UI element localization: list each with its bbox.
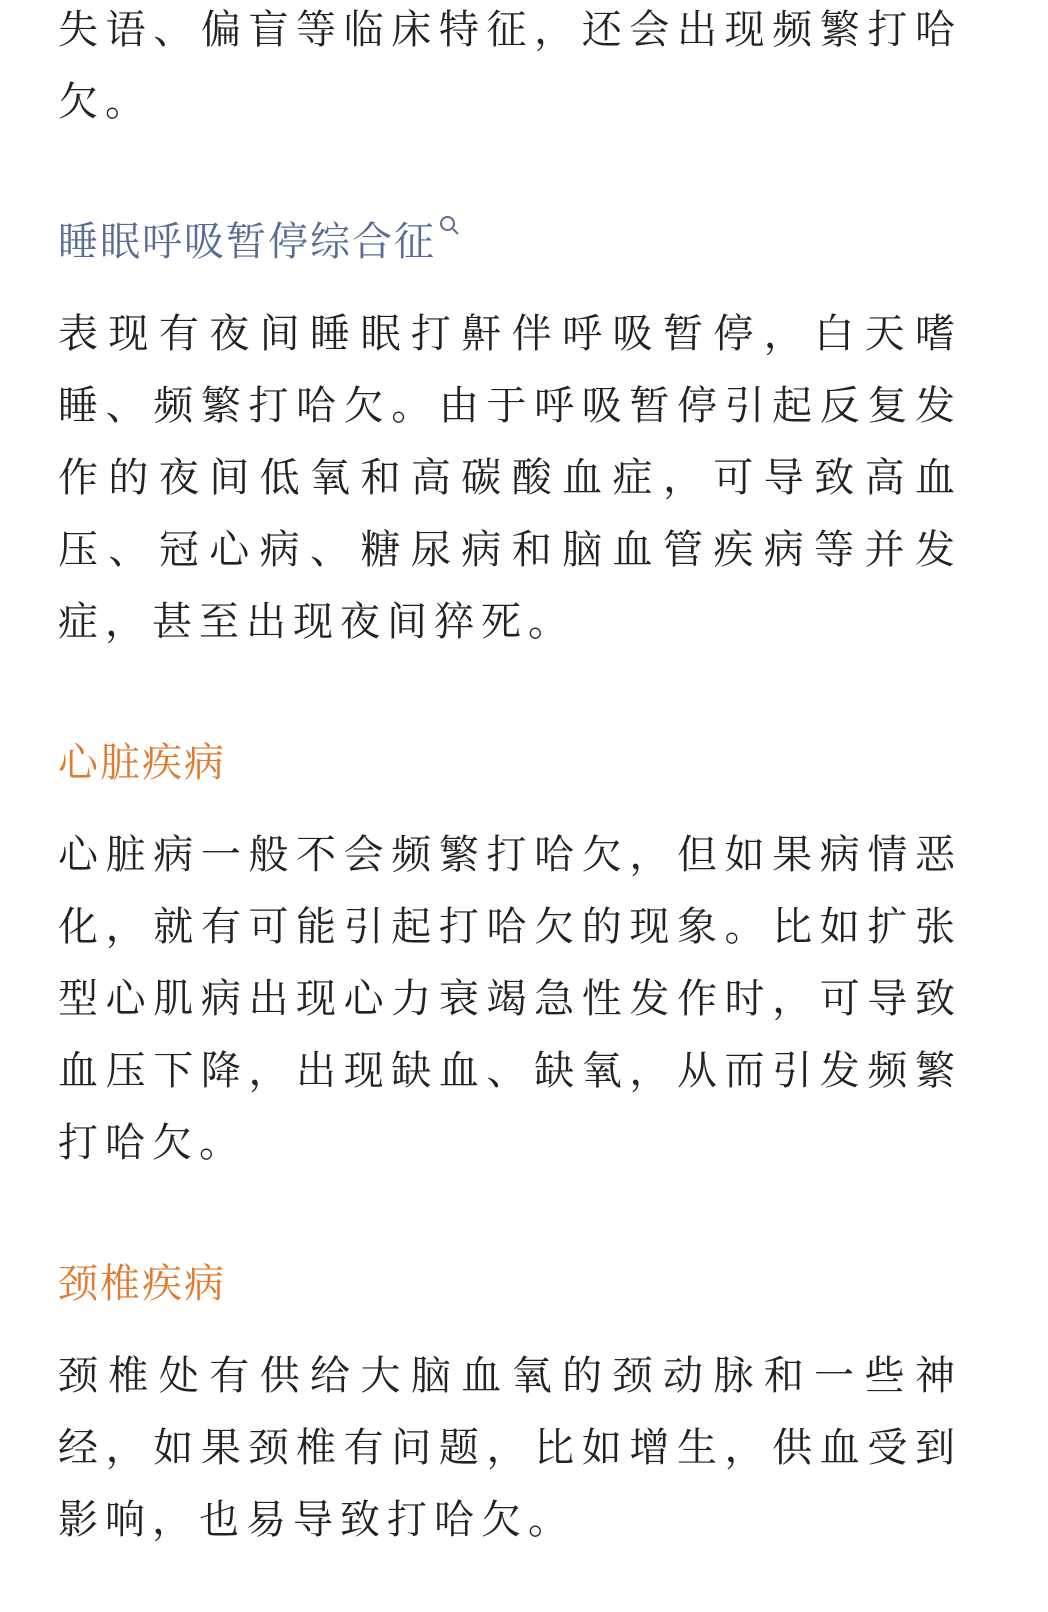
section-body-heart-disease: 心脏病一般不会频繁打哈欠，但如果病情恶化，就有可能引起打哈欠的现象。比如扩张型心肌病出现心力衰竭急性发作时，可导致血压下降，出现缺血、缺氧，从而引发频繁打哈欠。 (58, 832, 962, 1166)
section-heading-cervical-disease: 颈椎疾病 (58, 1261, 226, 1307)
section-heading-heart-disease: 心脏疾病 (58, 740, 226, 786)
section-heading-label[interactable]: 睡眠呼吸暂停综合征 (58, 219, 436, 265)
section-body-cervical-disease: 颈椎处有供给大脑血氧的颈动脉和一些神经，如果颈椎有问题，比如增生，供血受到影响，也易导致打哈欠。 (58, 1353, 962, 1543)
section-heading-sleep-apnea[interactable] (58, 206, 458, 278)
search-icon[interactable] (440, 216, 458, 234)
section-body-sleep-apnea: 表现有夜间睡眠打鼾伴呼吸暂停，白天嗜睡、频繁打哈欠。由于呼吸暂停引起反复发作的夜间低氧和高碳酸血症，可导致高血压、冠心病、糖尿病和脑血管疾病等并发症，甚至出现夜间猝死。 (58, 311, 962, 645)
intro-paragraph: 失语、偏盲等临床特征，还会出现频繁打哈欠。 (58, 7, 962, 125)
